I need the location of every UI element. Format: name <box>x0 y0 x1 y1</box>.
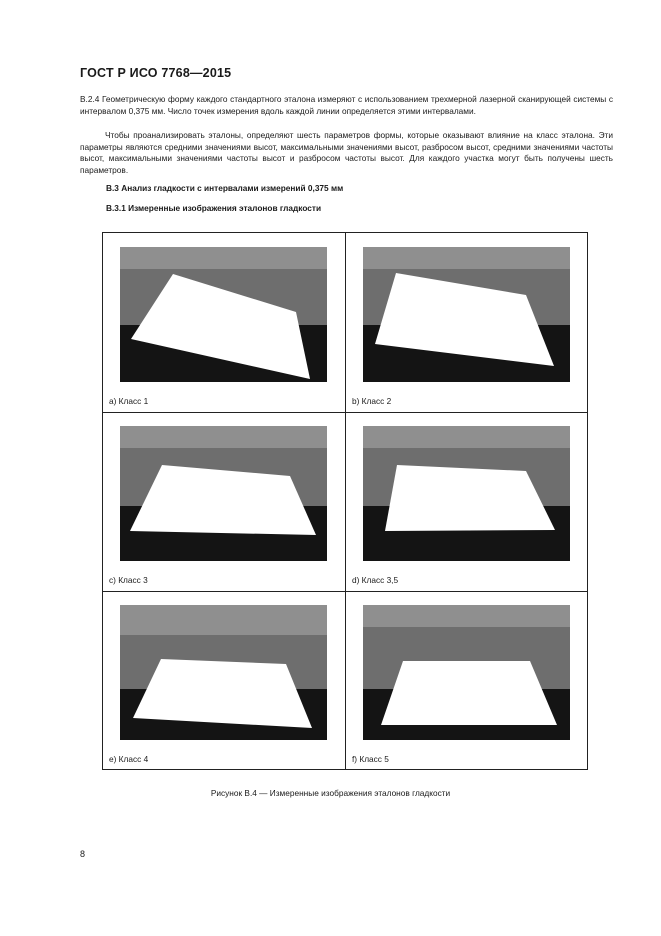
scan-image-class-3 <box>120 426 327 561</box>
figure-grid <box>102 232 588 770</box>
figure-panel-class-3-5 <box>346 412 589 591</box>
section-heading-b3: В.3 Анализ гладкости с интервалами измерений 0,375 мм <box>106 183 344 193</box>
scan-image-class-4 <box>120 605 327 740</box>
document-header: ГОСТ Р ИСО 7768—2015 <box>80 66 232 80</box>
scan-image-class-5 <box>363 605 570 740</box>
section-heading-b31: В.3.1 Измеренные изображения эталонов гладкости <box>106 203 322 213</box>
panel-caption: f) Класс 5 <box>352 754 389 764</box>
page-number: 8 <box>80 849 86 859</box>
figure-caption: Рисунок В.4 — Измеренные изображения эталонов гладкости <box>210 788 451 798</box>
panel-caption: d) Класс 3,5 <box>352 575 399 585</box>
scan-image-class-3-5 <box>363 426 570 561</box>
paragraph-b24: В.2.4 Геометрическую форму каждого стандартного эталона измеряют с использованием трехмерной лазерной сканирующей системы с интервалом 0,375 мм. Число точек измерения вдоль каждой линии определяется этими интервалами. <box>80 94 613 116</box>
panel-caption: а) Класс 1 <box>109 396 149 406</box>
figure-panel-class-4 <box>103 591 346 770</box>
scan-image-class-2 <box>363 247 570 382</box>
panel-caption: е) Класс 4 <box>109 754 149 764</box>
panel-caption: b) Класс 2 <box>352 396 392 406</box>
figure-panel-class-5 <box>346 591 589 770</box>
scan-image-class-1 <box>120 247 327 382</box>
figure-panel-class-1 <box>103 233 346 412</box>
panel-caption: с) Класс 3 <box>109 575 148 585</box>
figure-panel-class-2 <box>346 233 589 412</box>
paragraph-parameters: Чтобы проанализировать эталоны, определяют шесть параметров формы, которые оказывают влияние на класс эталона. Эти параметры являются средними значениями высот, максимальными значениями высот, разбросом высот, средними значениями частоты высот, максимальными значениями частоты высот и разбросом частоты высот. Для каждого участка могут быть получены шесть параметров. <box>80 130 613 175</box>
figure-panel-class-3 <box>103 412 346 591</box>
